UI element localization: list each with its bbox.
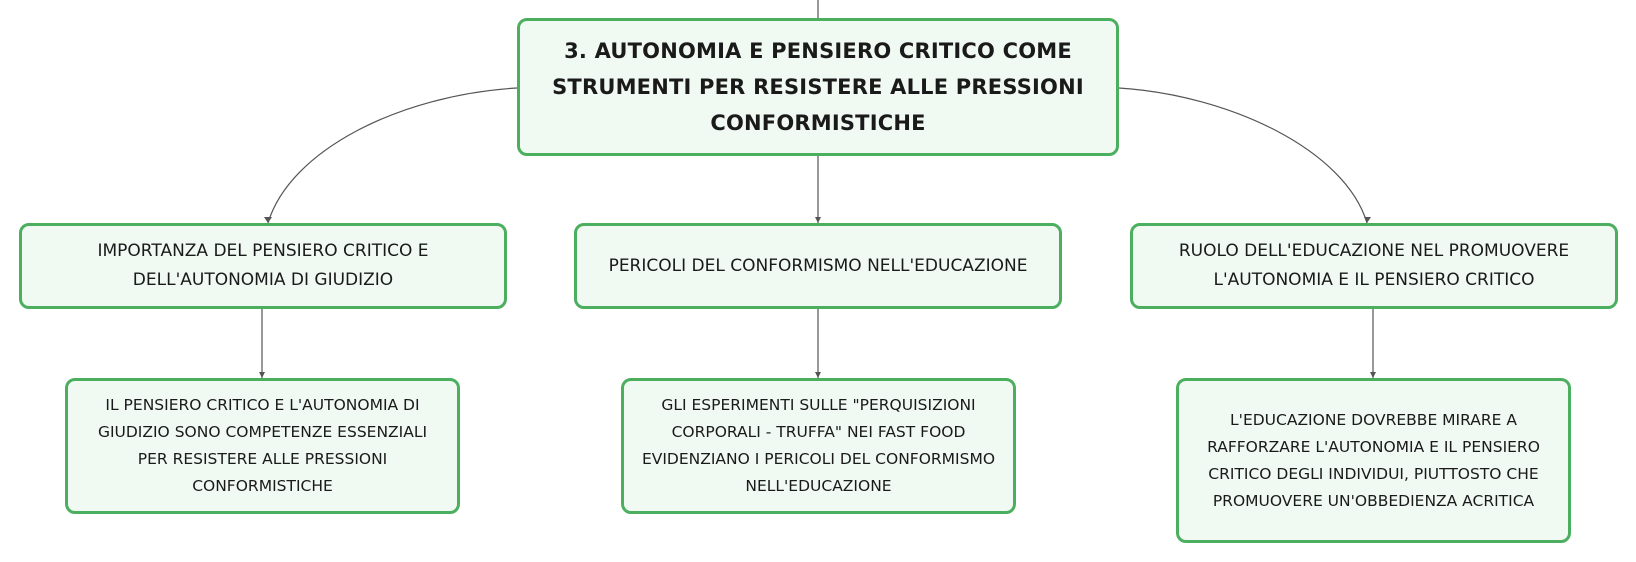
branch-label: IMPORTANZA DEL PENSIERO CRITICO E DELL'AUTONOMIA DI GIUDIZIO — [97, 241, 429, 290]
branch-node-critical-thinking-importance[interactable] — [19, 223, 507, 309]
branch-node-education-role[interactable] — [1130, 223, 1618, 309]
branch-label: RUOLO DELL'EDUCAZIONE NEL PROMUOVERE L'AUTONOMIA E IL PENSIERO CRITICO — [1178, 241, 1570, 290]
child-node-critical-thinking-skills[interactable] — [65, 378, 460, 514]
root-topic-label: 3. AUTONOMIA E PENSIERO CRITICO COME STRUMENTI PER RESISTERE ALLE PRESSIONI CONFORMISTICHE — [552, 39, 1084, 135]
connector-root-to-branch-3 — [1119, 88, 1367, 223]
child-node-fast-food-experiments[interactable] — [621, 378, 1016, 514]
child-node-education-goal[interactable] — [1176, 378, 1571, 543]
branch-node-conformism-dangers[interactable] — [574, 223, 1062, 309]
branch-label: PERICOLI DEL CONFORMISMO NELL'EDUCAZIONE — [608, 255, 1028, 276]
child-label: IL PENSIERO CRITICO E L'AUTONOMIA DI GIUDIZIO SONO COMPETENZE ESSENZIALI PER RESISTERE ALLE PRESSIONI CONFORMISTICHE — [97, 396, 428, 495]
child-label: GLI ESPERIMENTI SULLE "PERQUISIZIONI CORPORALI - TRUFFA" NEI FAST FOOD EVIDENZIANO I PERICOLI DEL CONFORMISMO NELL'EDUCAZIONE — [641, 396, 996, 495]
connector-root-to-branch-1 — [268, 88, 517, 223]
root-topic-node[interactable] — [517, 18, 1119, 156]
child-label: L'EDUCAZIONE DOVREBBE MIRARE A RAFFORZARE L'AUTONOMIA E IL PENSIERO CRITICO DEGLI INDIVIDUI, PIUTTOSTO CHE PROMUOVERE UN'OBBEDIENZA ACRITICA — [1207, 410, 1540, 510]
